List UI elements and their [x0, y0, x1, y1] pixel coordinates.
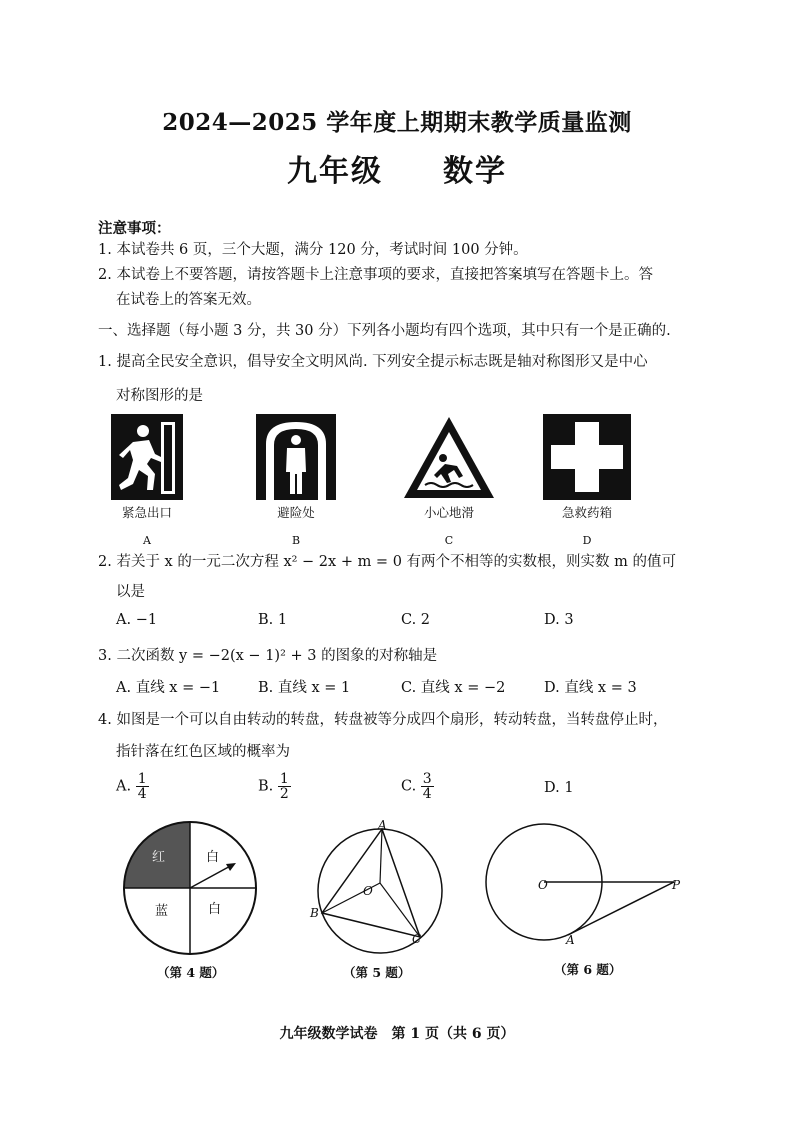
point-a-label-fig6: A — [566, 933, 575, 947]
slippery-floor-icon — [401, 414, 497, 500]
q4-option-c: C. $\frac{3}{4}$ — [401, 771, 432, 802]
exam-title: 2024—2025 学年度上期期末教学质量监测 — [162, 109, 632, 136]
q2-option-d: D. 3 — [544, 612, 574, 628]
q3-option-c: C. 直线 x = −2 — [401, 680, 506, 696]
point-c-label-fig5: C — [412, 932, 422, 946]
q3-stem: 3. 二次函数 y = −2(x − 1)² + 3 的图象的对称轴是 — [98, 648, 438, 664]
figure-5-caption: （第 5 题） — [343, 965, 411, 980]
point-a-label-fig5: A — [378, 818, 387, 832]
sector-blue-label: 蓝 — [155, 904, 169, 919]
option-a-letter: A — [143, 534, 151, 547]
point-o-label-fig6: O — [538, 878, 548, 892]
spinner-figure — [120, 818, 260, 958]
exam-subtitle — [0, 146, 794, 190]
first-aid-cross-icon — [543, 414, 631, 500]
point-b-label-fig5: B — [310, 906, 319, 920]
option-b-letter: B — [291, 534, 301, 547]
q4-option-b: B. $\frac{1}{2}$ — [258, 771, 289, 802]
option-c-letter: C — [444, 534, 454, 547]
q4-option-d: D. 1 — [544, 780, 574, 796]
sector-white-label-2: 白 — [208, 902, 222, 917]
option-b-caption: 避险处 — [277, 505, 315, 520]
page-footer: 九年级数学试卷 第 1 页（共 6 页） — [279, 1026, 515, 1042]
notice-heading: 注意事项： — [98, 220, 171, 237]
point-o-label-fig5: O — [363, 884, 373, 898]
q2-stem-line-1: 2. 若关于 x 的一元二次方程 x² − 2x + m = 0 有两个不相等的实数根，则实数 m 的值可 — [98, 554, 676, 570]
figure-6-caption: （第 6 题） — [554, 962, 622, 977]
notice-item-1: 1. 本试卷共 6 页，三个大题，满分 120 分，考试时间 100 分钟。 — [98, 242, 528, 258]
q2-option-b: B. 1 — [258, 612, 288, 628]
circle-triangle-figure — [308, 823, 448, 963]
subject-label: 数学 — [443, 154, 507, 189]
notice-item-2-line-2: 在试卷上的答案无效。 — [116, 292, 261, 308]
tangent-figure — [484, 818, 684, 948]
option-d-letter: D — [582, 534, 592, 547]
q1-stem-line-2: 对称图形的是 — [116, 388, 203, 404]
option-c-caption: 小心地滑 — [423, 505, 474, 520]
figure-4-caption: （第 4 题） — [157, 965, 225, 980]
q3-option-b: B. 直线 x = 1 — [258, 680, 351, 696]
sector-white-label-1: 白 — [206, 850, 220, 865]
option-d-caption: 急救药箱 — [561, 505, 612, 520]
q2-option-c: C. 2 — [401, 612, 431, 628]
sector-red-label: 红 — [152, 850, 166, 865]
q2-stem-line-2: 以是 — [116, 584, 145, 600]
q4-stem-line-1: 4. 如图是一个可以自由转动的转盘，转盘被等分成四个扇形，转动转盘，当转盘停止时， — [98, 712, 668, 728]
shelter-icon — [256, 414, 336, 500]
point-p-label-fig6: P — [672, 878, 681, 892]
q4-option-a: A. $\frac{1}{4}$ — [116, 771, 147, 802]
q2-option-a: A. −1 — [116, 612, 158, 628]
q3-option-a: A. 直线 x = −1 — [116, 680, 221, 696]
section-1-heading: 一、选择题（每小题 3 分，共 30 分）下列各小题均有四个选项，其中只有一个是正确的. — [98, 323, 671, 339]
q1-stem-line-1: 1. 提高全民安全意识，倡导安全文明风尚. 下列安全提示标志既是轴对称图形又是中心 — [98, 354, 648, 370]
notice-item-2-line-1: 2. 本试卷上不要答题，请按答题卡上注意事项的要求，直接把答案填写在答题卡上。答 — [98, 267, 653, 283]
emergency-exit-icon — [111, 414, 183, 500]
q4-stem-line-2: 指针落在红色区域的概率为 — [116, 744, 290, 760]
option-a-caption: 紧急出口 — [121, 505, 172, 520]
q3-option-d: D. 直线 x = 3 — [544, 680, 637, 696]
grade-label: 九年级 — [287, 154, 383, 189]
